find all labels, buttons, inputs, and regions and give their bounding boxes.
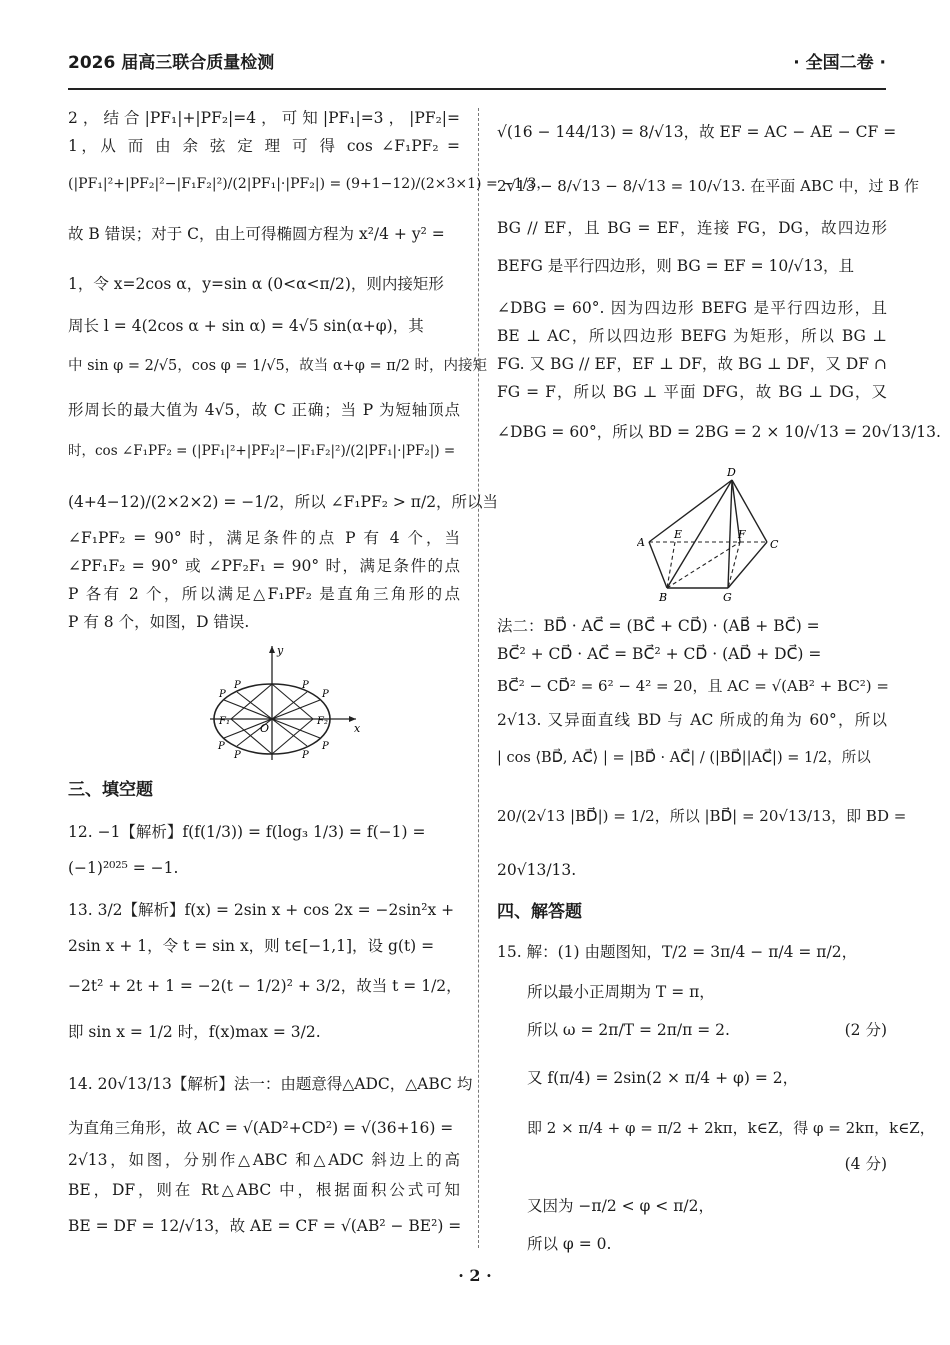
text-line: BEFG 是平行四边形，则 BG = EF = 10/√13，且 [497,257,855,275]
page-number: · 2 · [458,1266,492,1285]
text-line: 中 sin φ = 2/√5，cos φ = 1/√5，故当 α+φ = π/2 时，内接矩 [68,358,488,374]
text-line: 1，令 x=2cos α，y=sin α (0<α<π/2)，则内接矩形 [68,275,444,293]
point-label: P [302,680,309,691]
solution-line: 所以 ω = 2π/T = 2π/π = 2. [527,1021,730,1039]
x-axis-label: x [354,722,361,735]
text-line: BE ⊥ AC，所以四边形 BEFG 为矩形，所以 BG ⊥ [497,327,887,345]
focus-label: F₂ [317,716,328,727]
text-line: 2，结合|PF₁|+|PF₂|=4，可知|PF₁|=3，|PF₂|= [68,109,460,127]
score-note: (2 分) [844,1021,887,1039]
answer-line: 12. −1【解析】f(f(1/3)) = f(log₃ 1/3) = f(−1) = [68,823,426,841]
text-line: BG // EF，且 BG = EF，连接 FG，DG，故四边形 [497,219,887,237]
formula-line: | cos ⟨BD⃗, AC⃗⟩ | = |BD⃗ · AC⃗| / (|BD⃗||AC⃗|) = 1/2，所以 [497,750,871,766]
answer-line: 2√13，如图，分别作△ABC 和△ADC 斜边上的高 [68,1151,460,1169]
text-line: √(16 − 144/13) = 8/√13，故 EF = AC − AE − CF = [497,123,897,141]
y-axis-label: y [277,644,284,657]
answer-line: 即 sin x = 1/2 时，f(x)max = 3/2. [68,1023,321,1041]
text-line: 2√13. 又异面直线 BD 与 AC 所成的角为 60°，所以 [497,711,887,729]
text-line: P 有 8 个，如图，D 错误. [68,613,250,631]
formula-line: 时，cos ∠F₁PF₂ = (|PF₁|²+|PF₂|²−|F₁F₂|²)/(2|PF₁|·|PF₂|) = [68,443,456,459]
answer-line: 为直角三角形，故 AC = √(AD²+CD²) = √(36+16) = [68,1119,454,1137]
text-line: P 各有 2 个，所以满足△F₁PF₂ 是直角三角形的点 [68,585,460,603]
point-label: P [234,680,241,691]
origin-label: O [260,722,270,735]
answer-line: 14. 20√13/13【解析】法一：由题意得△ADC，△ABC 均 [68,1075,473,1093]
text-line: ∠DBG = 60°，所以 BD = 2BG = 2 × 10/√13 = 20√13/13. [497,423,941,441]
solution-line: 又 f(π/4) = 2sin(2 × π/4 + φ) = 2， [527,1069,799,1087]
pyramid-figure [637,464,787,604]
column-divider [478,108,479,1248]
answer-line: BE，DF，则在 Rt△ABC 中，根据面积公式可知 [68,1181,460,1199]
vertex-label: E [674,528,683,541]
answer-line: BE = DF = 12/√13，故 AE = CF = √(AB² − BE²) = [68,1217,462,1235]
text-line: 1，从 而 由 余 弦 定 理 可 得 cos ∠F₁PF₂ = [68,137,460,155]
text-line: FG. 又 BG // EF，EF ⊥ DF，故 BG ⊥ DF，又 DF ∩ [497,355,887,373]
solution-line: 所以最小正周期为 T = π， [527,983,715,1001]
text-line: BC⃗² − CD⃗² = 6² − 4² = 20，且 AC = √(AB² + BC²) = [497,677,889,695]
text-line: FG = F，所以 BG ⊥ 平面 DFG，故 BG ⊥ DG，又 [497,383,887,401]
point-label: P [219,689,226,700]
text-line: 形周长的最大值为 4√5，故 C 正确；当 P 为短轴顶点 [68,401,460,419]
point-label: P [234,750,241,761]
text-line: ∠DBG = 60°. 因为四边形 BEFG 是平行四边形，且 [497,299,887,317]
text-line: 法二：BD⃗ · AC⃗ = (BC⃗ + CD⃗) · (AB⃗ + BC⃗) = [497,617,820,635]
vertex-label: F [738,528,746,541]
text-line: (4+4−12)/(2×2×2) = −1/2，所以 ∠F₁PF₂ > π/2，所以当 [68,493,499,511]
score-note: (4 分) [844,1155,887,1173]
answer-line: (−1)²⁰²⁵ = −1. [68,859,179,877]
vertex-label: G [723,591,732,604]
section-title: 三、填空题 [68,780,153,800]
formula-line: (|PF₁|²+|PF₂|²−|F₁F₂|²)/(2|PF₁|·|PF₂|) = (9+1−12)/(2×3×1) = −1/3， [68,176,551,192]
focus-label: F₁ [219,716,230,727]
vertex-label: B [659,591,668,604]
section-title: 四、解答题 [497,902,582,922]
answer-line: 2sin x + 1，令 t = sin x，则 t∈[−1,1]，设 g(t) = [68,937,435,955]
text-line: 周长 l = 4(2cos α + sin α) = 4√5 sin(α+φ)，其 [68,317,424,335]
text-line: ∠F₁PF₂ = 90° 时，满足条件的点 P 有 4 个，当 [68,529,460,547]
point-label: P [218,741,225,752]
solution-line: 所以 φ = 0. [527,1235,612,1253]
text-line: BC⃗² + CD⃗ · AC⃗ = BC⃗² + CD⃗ · (AD⃗ + DC⃗) = [497,645,822,663]
point-label: P [322,689,329,700]
text-line: ∠PF₁F₂ = 90° 或 ∠PF₂F₁ = 90° 时，满足条件的点 [68,557,460,575]
solution-line: 15. 解：(1) 由题图知，T/2 = 3π/4 − π/4 = π/2， [497,943,858,961]
exam-title: 2026 届高三联合质量检测 [68,53,275,73]
text-line: 2√13 − 8/√13 − 8/√13 = 10/√13. 在平面 ABC 中，过 B 作 [497,177,920,195]
vertex-label: A [637,536,645,549]
point-label: P [322,741,329,752]
text-line: 20√13/13. [497,861,577,879]
text-line: 故 B 错误；对于 C，由上可得椭圆方程为 x²/4 + y² = [68,225,445,243]
vertex-label: D [727,466,736,479]
exam-volume: · 全国二卷 · [793,53,886,73]
answer-line: −2t² + 2t + 1 = −2(t − 1/2)² + 3/2，故当 t = 1/2， [68,977,462,995]
page-header [68,48,886,90]
answer-line: 13. 3/2【解析】f(x) = 2sin x + cos 2x = −2sin²x + [68,901,455,919]
ellipse-figure [204,642,364,764]
solution-line: 即 2 × π/4 + φ = π/2 + 2kπ，k∈Z，得 φ = 2kπ，k∈Z， [527,1119,935,1137]
solution-line: 又因为 −π/2 < φ < π/2， [527,1197,714,1215]
point-label: P [302,750,309,761]
formula-line: 20/(2√13 |BD⃗|) = 1/2，所以 |BD⃗| = 20√13/13，即 BD = [497,807,907,825]
vertex-label: C [770,538,779,551]
